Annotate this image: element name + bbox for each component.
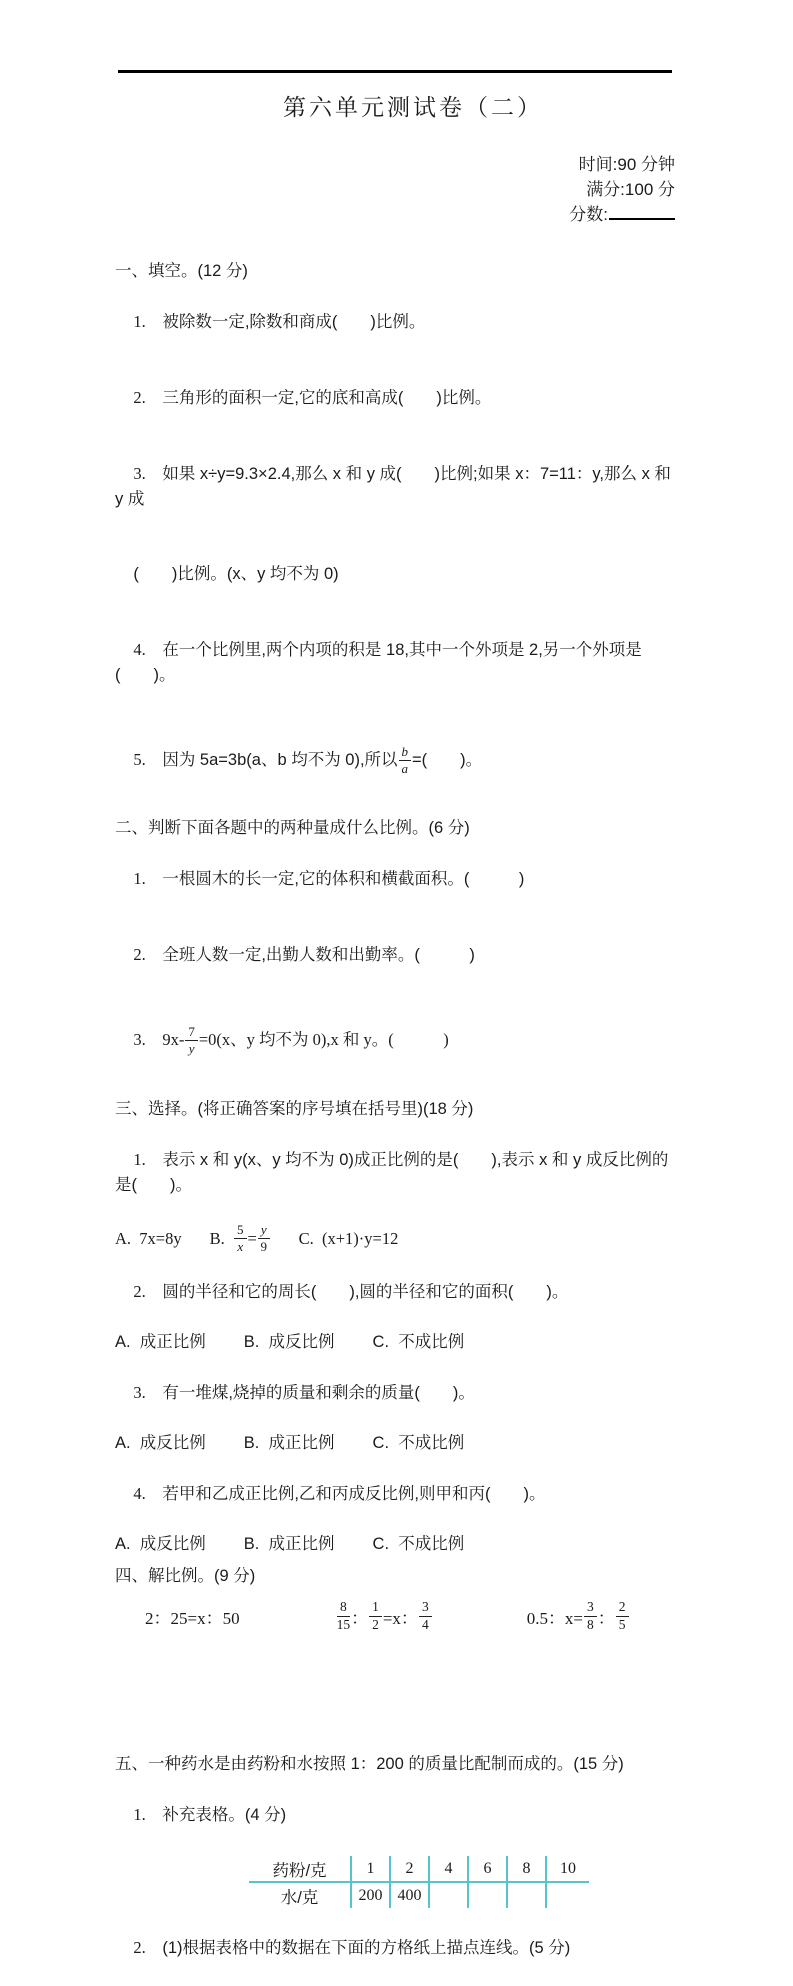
question-text xyxy=(162,743,483,776)
table-cell-blank xyxy=(429,1882,468,1908)
question-number: 2. xyxy=(133,1282,146,1302)
top-rule xyxy=(118,70,672,73)
fraction-2-over-5 xyxy=(615,1600,630,1633)
question-number: 1. xyxy=(133,312,146,331)
question-text: ( )比例。(x、y 均不为 0) xyxy=(133,565,339,583)
question-text: 全班人数一定,出勤人数和出勤率。( ) xyxy=(162,946,475,965)
s5-question-1 xyxy=(115,1777,683,1853)
s1-question-4 xyxy=(115,612,683,713)
s2-question-3 xyxy=(115,993,683,1087)
fraction-1-over-2 xyxy=(368,1600,383,1633)
question-number: 4. xyxy=(133,1484,146,1504)
equation-2 xyxy=(336,1600,433,1633)
option-c: C. 不成比例 xyxy=(372,1535,465,1554)
section-2-heading: 二、判断下面各题中的两种量成什么比例。(6 分) xyxy=(115,819,470,838)
option-a: A. 成反比例 xyxy=(115,1434,206,1453)
question-text: (1)根据表格中的数据在下面的方格纸上描点连线。(5 分) xyxy=(162,1939,571,1958)
colon: ： xyxy=(597,1608,615,1628)
question-number: 2. xyxy=(133,1938,146,1958)
score-label: 分数: xyxy=(569,205,608,224)
table-cell: 1 xyxy=(351,1856,390,1882)
table-cell-blank xyxy=(546,1882,589,1908)
option-b: B. 成反比例 xyxy=(243,1333,335,1352)
option-a: A. 7x=8y xyxy=(115,1228,182,1248)
equation-post: =0(x、y 均不为 0),x 和 y。( ) xyxy=(198,1030,449,1050)
fraction-numerator: 3 xyxy=(419,1600,432,1617)
exam-info-line xyxy=(115,127,683,252)
fraction-denominator: 9 xyxy=(260,1238,267,1254)
fraction-numerator: y xyxy=(258,1223,270,1239)
fraction-numerator: 3 xyxy=(584,1600,597,1617)
fraction-5-over-x xyxy=(233,1223,248,1255)
table-cell: 8 xyxy=(507,1856,546,1882)
question-number: 2. xyxy=(133,945,146,965)
section-1-heading: 一、填空。(12 分) xyxy=(115,262,248,280)
question-text: 补充表格。(4 分) xyxy=(162,1806,287,1825)
fraction-numerator: 5 xyxy=(234,1223,247,1239)
medicine-water-table xyxy=(249,1856,589,1908)
question-text-post: =( )。 xyxy=(412,751,483,769)
row-header-powder: 药粉/克 xyxy=(249,1856,351,1882)
fraction-3-over-4 xyxy=(418,1600,433,1633)
fraction-y-over-9 xyxy=(257,1223,271,1255)
fraction-b-over-a xyxy=(398,745,413,777)
table-cell: 10 xyxy=(546,1856,589,1882)
s3-question-4 xyxy=(115,1456,683,1532)
table-row-water xyxy=(249,1882,589,1908)
option-c: C. 不成比例 xyxy=(372,1333,465,1352)
s3-question-2 xyxy=(115,1254,683,1330)
option-b xyxy=(210,1223,271,1255)
fraction-denominator: 8 xyxy=(587,1616,594,1632)
equals-sign: = xyxy=(247,1228,257,1248)
test-paper-page xyxy=(0,70,793,1986)
section-5-heading: 五、一种药水是由药粉和水按照 1：200 的质量比配制而成的。(15 分) xyxy=(115,1755,624,1774)
question-text: 如果 x÷y=9.3×2.4,那么 x 和 y 成( )比例;如果 x：7=11：y,那么 x 和 y 成 xyxy=(115,465,676,508)
fraction-denominator: y xyxy=(188,1041,195,1057)
fraction-numerator: 2 xyxy=(616,1600,629,1617)
question-number: 5. xyxy=(133,750,146,769)
time-label: 时间:90 分钟 xyxy=(578,155,675,174)
table-cell: 2 xyxy=(390,1856,429,1882)
fraction-denominator: a xyxy=(401,761,409,776)
s3-q1-options-row xyxy=(115,1223,683,1255)
fraction-numerator: 8 xyxy=(337,1600,351,1617)
question-text: 圆的半径和它的周长( ),圆的半径和它的面积( )。 xyxy=(162,1283,569,1302)
question-number: 4. xyxy=(133,640,146,659)
question-number: 2. xyxy=(133,388,146,407)
fraction-denominator: 4 xyxy=(421,1616,429,1632)
s3-question-1 xyxy=(115,1122,683,1223)
row-header-water: 水/克 xyxy=(249,1882,351,1908)
question-number: 3. xyxy=(133,1383,146,1403)
table-cell: 200 xyxy=(351,1882,390,1908)
option-b: B. 成正比例 xyxy=(243,1434,335,1453)
fraction-denominator: x xyxy=(237,1238,244,1254)
fraction-7-over-y xyxy=(184,1025,199,1057)
fraction-8-over-15 xyxy=(336,1600,352,1633)
fraction-numerator: 7 xyxy=(185,1025,198,1041)
full-score-label: 满分:100 分 xyxy=(586,180,675,199)
table-row-powder xyxy=(249,1856,589,1882)
question-text-pre: 因为 5a=3b(a、b 均不为 0),所以 xyxy=(162,751,398,769)
question-number: 1. xyxy=(133,1805,146,1825)
table-cell: 6 xyxy=(468,1856,507,1882)
question-text: 被除数一定,除数和商成( )比例。 xyxy=(162,313,426,331)
s1-question-3-line2 xyxy=(115,537,683,612)
s1-question-5 xyxy=(115,713,683,807)
fraction-denominator: 15 xyxy=(336,1616,351,1632)
equation-middle: =x： xyxy=(382,1608,418,1628)
question-text: 若甲和乙成正比例,乙和丙成反比例,则甲和丙( )。 xyxy=(162,1485,546,1504)
table-cell-blank xyxy=(468,1882,507,1908)
table-cell: 400 xyxy=(390,1882,429,1908)
s3-question-3 xyxy=(115,1355,683,1431)
s1-question-3-line1 xyxy=(115,436,683,537)
equation-pre: 0.5：x= xyxy=(526,1608,584,1628)
question-text: 一根圆木的长一定,它的体积和横截面积。( ) xyxy=(162,870,525,889)
fraction-numerator: 1 xyxy=(369,1600,382,1617)
question-number: 1. xyxy=(133,1149,146,1169)
option-b-label: B. xyxy=(209,1228,233,1248)
question-text: 在一个比例里,两个内项的积是 18,其中一个外项是 2,另一个外项是( )。 xyxy=(115,641,642,684)
s3-q4-options-row xyxy=(115,1532,683,1557)
s3-q2-options-row xyxy=(115,1330,683,1355)
page-title: 第六单元测试卷（二） xyxy=(283,95,543,120)
solve-proportion-row xyxy=(115,1595,683,1637)
question-text: 三角形的面积一定,它的底和高成( )比例。 xyxy=(162,389,492,407)
equation-pre: 9x- xyxy=(162,1030,185,1050)
section-3-heading: 三、选择。(将正确答案的序号填在括号里)(18 分) xyxy=(115,1099,474,1118)
option-a: A. 成反比例 xyxy=(115,1535,206,1554)
option-b: B. 成正比例 xyxy=(243,1535,335,1554)
fraction-denominator: 5 xyxy=(618,1616,626,1632)
question-number: 3. xyxy=(133,464,146,483)
option-c: C. (x+1)·y=12 xyxy=(298,1228,399,1248)
section-4-heading: 四、解比例。(9 分) xyxy=(115,1567,256,1586)
fraction-denominator: 2 xyxy=(372,1616,379,1632)
score-blank-line xyxy=(609,205,675,220)
question-text xyxy=(162,1024,449,1057)
question-number: 3. xyxy=(133,1030,146,1050)
fraction-3-over-8 xyxy=(583,1600,598,1633)
option-c: C. 不成比例 xyxy=(372,1434,465,1453)
equation-3 xyxy=(527,1600,630,1633)
s2-question-1 xyxy=(115,841,683,917)
s1-question-2 xyxy=(115,360,683,436)
s2-question-2 xyxy=(115,917,683,993)
question-text: 有一堆煤,烧掉的质量和剩余的质量( )。 xyxy=(162,1384,475,1403)
colon: ： xyxy=(351,1608,369,1628)
s5-question-2 xyxy=(115,1910,683,1986)
working-space xyxy=(115,1637,683,1745)
option-a: A. 成正比例 xyxy=(115,1333,206,1352)
question-number: 1. xyxy=(133,869,146,889)
s3-q3-options-row xyxy=(115,1431,683,1456)
equation-1: 2：25=x：50 xyxy=(145,1608,240,1628)
fraction-numerator: b xyxy=(399,745,412,761)
table-cell-blank xyxy=(507,1882,546,1908)
table-cell: 4 xyxy=(429,1856,468,1882)
question-text: 表示 x 和 y(x、y 均不为 0)成正比例的是( ),表示 x 和 y 成反比例的是( )。 xyxy=(115,1150,669,1194)
s1-question-1 xyxy=(115,284,683,360)
